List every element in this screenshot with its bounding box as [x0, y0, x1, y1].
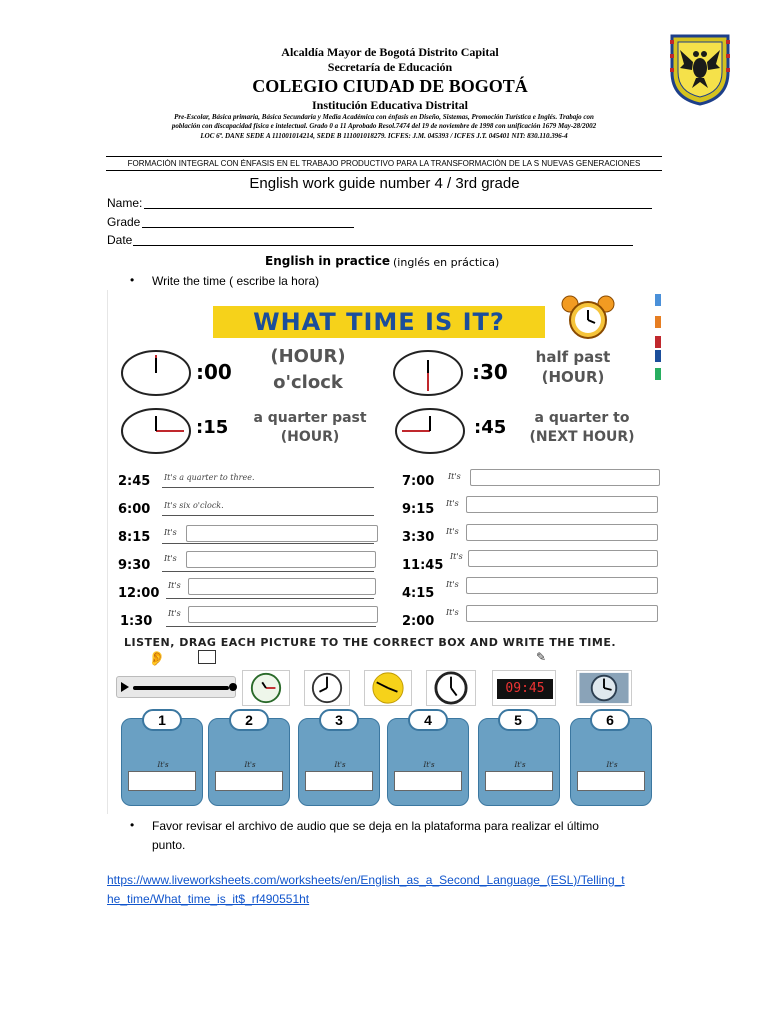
school-crest-logo: [668, 32, 732, 106]
grade-label: Grade: [107, 215, 141, 229]
right-its-4: It's: [450, 552, 463, 561]
side-mark-blue: [655, 294, 661, 306]
worksheet-link-line-1[interactable]: https://www.liveworksheets.com/worksheets/en/English_as_a_Second_Language_(ESL)/Telling_t: [107, 873, 625, 887]
drop-box-number-6: 6: [590, 709, 630, 731]
drop-box-its-5: It's: [514, 761, 526, 769]
drop-box-field-6[interactable]: [577, 771, 645, 791]
drop-box-field-1[interactable]: [128, 771, 196, 791]
drop-box-4[interactable]: [387, 718, 469, 806]
picture-yellow-clock[interactable]: [364, 670, 412, 706]
right-answer-box-3[interactable]: [466, 524, 658, 541]
left-answer-box-6[interactable]: [188, 606, 378, 623]
left-its-6: It's: [168, 609, 181, 618]
left-answer-line-3: [162, 543, 374, 544]
name-field[interactable]: [144, 208, 652, 209]
drop-box-field-3[interactable]: [305, 771, 373, 791]
drag-icon: [198, 650, 216, 664]
digital-clock-display: 09:45: [497, 679, 553, 699]
left-time-4: 9:30: [118, 558, 151, 573]
rule-quarter-past-text2: (HOUR): [280, 429, 340, 445]
left-answer-2: It's six o'clock.: [164, 501, 224, 510]
header-fine-2: población con discapacidad física e intelectual. Grado 0 a 11 Aprobado Resol.7474 del 19 de noviembre de 1998 con unificación 1679 May-28/2002: [171, 122, 597, 130]
audio-note-line-1: Favor revisar el archivo de audio que se deja en la plataforma para realizar el último: [152, 819, 599, 833]
picture-wall-clock[interactable]: [242, 670, 290, 706]
left-answer-box-5[interactable]: [188, 578, 376, 595]
clock-quarter-past-icon: [120, 406, 192, 456]
left-answer-1: It's a quarter to three.: [164, 473, 255, 482]
audio-player[interactable]: [116, 676, 236, 698]
left-answer-line-6: [166, 626, 376, 627]
header-line-2: Secretaría de Educación: [327, 60, 453, 74]
left-time-6: 1:30: [120, 614, 153, 629]
listen-instruction: LISTEN, DRAG EACH PICTURE TO THE CORRECT BOX AND WRITE THE TIME.: [124, 636, 617, 649]
right-time-4: 11:45: [402, 558, 444, 573]
clock-half-past-icon: [392, 348, 464, 398]
ear-icon: 👂: [148, 650, 166, 666]
section-title: English in practice: [265, 254, 391, 268]
picture-tower-clock[interactable]: [576, 670, 632, 706]
side-mark-orange: [655, 316, 661, 328]
clock-oclock-icon: [120, 348, 192, 398]
drop-box-its-3: It's: [334, 761, 346, 769]
header-line-1: Alcaldía Mayor de Bogotá Distrito Capital: [281, 45, 499, 59]
header-motto: FORMACIÓN INTEGRAL CON ÉNFASIS EN EL TRABAJO PRODUCTIVO PARA LA TRANSFORMACIÓN DE LA S NUEVAS GENERACIONES: [127, 159, 641, 168]
drop-box-5[interactable]: [478, 718, 560, 806]
left-its-3: It's: [164, 528, 177, 537]
audio-scrub-handle[interactable]: [229, 683, 237, 691]
left-time-5: 12:00: [118, 586, 160, 601]
right-time-2: 9:15: [402, 502, 435, 517]
drop-box-its-4: It's: [423, 761, 435, 769]
right-its-6: It's: [446, 608, 459, 617]
right-time-1: 7:00: [402, 474, 435, 489]
drop-box-2[interactable]: [208, 718, 290, 806]
left-time-2: 6:00: [118, 502, 151, 517]
rule-oclock-mark: :00: [196, 360, 232, 384]
side-mark-navy: [655, 350, 661, 362]
picture-dark-rim-clock[interactable]: [426, 670, 476, 706]
left-its-4: It's: [164, 554, 177, 563]
bullet-dot: •: [130, 273, 135, 287]
section-subtitle: (inglés en práctica): [393, 256, 500, 269]
right-time-6: 2:00: [402, 614, 435, 629]
drop-box-number-2: 2: [229, 709, 269, 731]
drop-box-number-1: 1: [142, 709, 182, 731]
header-rule-top: [106, 156, 662, 157]
rule-quarter-past-text1: a quarter past: [253, 410, 367, 426]
left-answer-line-5: [166, 598, 374, 599]
left-answer-box-4[interactable]: [186, 551, 376, 568]
left-time-1: 2:45: [118, 474, 151, 489]
right-answer-box-6[interactable]: [466, 605, 658, 622]
right-its-2: It's: [446, 499, 459, 508]
drop-box-3[interactable]: [298, 718, 380, 806]
left-answer-line-4: [162, 571, 374, 572]
audio-note-line-2: punto.: [152, 838, 186, 852]
drop-box-number-4: 4: [408, 709, 448, 731]
right-its-5: It's: [446, 580, 459, 589]
picture-plain-clock[interactable]: [304, 670, 350, 706]
picture-digital-clock[interactable]: [492, 670, 556, 706]
instruction-write-time: Write the time ( escribe la hora): [152, 274, 320, 288]
institution-type: Institución Educativa Distrital: [311, 98, 468, 112]
right-its-3: It's: [446, 527, 459, 536]
grade-field[interactable]: [142, 227, 354, 228]
rule-quarter-past-mark: :15: [196, 417, 229, 438]
title-banner: [213, 306, 545, 338]
drop-box-6[interactable]: [570, 718, 652, 806]
left-time-3: 8:15: [118, 530, 151, 545]
rule-oclock-text2: o'clock: [273, 372, 343, 393]
header-fine-3: LOC 6ª. DANE SEDE A 111001014214, SEDE B 111001018279. ICFES: J.M. 045393 / ICFES J.T. 045401 NIT: 830.110.396-4: [200, 132, 568, 140]
drop-box-number-3: 3: [319, 709, 359, 731]
header-rule-bottom: [106, 170, 662, 171]
side-mark-green: [655, 368, 661, 380]
rule-quarter-to-mark: :45: [474, 417, 507, 438]
rule-oclock-text1: (HOUR): [270, 346, 346, 367]
rule-quarter-to-text2: (NEXT HOUR): [529, 429, 635, 445]
worksheet-image: [107, 290, 660, 814]
left-answer-line-2: [162, 515, 374, 516]
rule-half-text2: (HOUR): [541, 368, 605, 386]
drop-box-its-2: It's: [244, 761, 256, 769]
drop-box-its-6: It's: [606, 761, 618, 769]
play-icon[interactable]: [121, 682, 129, 692]
drop-box-its-1: It's: [157, 761, 169, 769]
bullet-dot-2: •: [130, 818, 135, 832]
right-answer-box-5[interactable]: [466, 577, 658, 594]
drop-box-number-5: 5: [498, 709, 538, 731]
school-name: COLEGIO CIUDAD DE BOGOTÁ: [252, 76, 528, 96]
audio-progress[interactable]: [133, 686, 229, 690]
right-its-1: It's: [448, 472, 461, 481]
date-label: Date: [107, 233, 133, 247]
left-answer-box-3[interactable]: [186, 525, 378, 542]
left-answer-line-1: [162, 487, 374, 488]
left-its-5: It's: [168, 581, 181, 590]
rule-quarter-to-text1: a quarter to: [534, 410, 630, 426]
drop-box-1[interactable]: [121, 718, 203, 806]
banner-title: WHAT TIME IS IT?: [253, 308, 505, 336]
date-field[interactable]: [133, 245, 633, 246]
guide-title: English work guide number 4 / 3rd grade: [249, 175, 520, 192]
right-answer-box-2[interactable]: [466, 496, 658, 513]
write-icon: ✎: [536, 650, 547, 664]
clock-quarter-to-icon: [394, 406, 466, 456]
drop-box-field-2[interactable]: [215, 771, 283, 791]
worksheet-link-line-2[interactable]: he_time/What_time_is_it$_rf490551ht: [107, 892, 310, 906]
right-answer-box-1[interactable]: [470, 469, 660, 486]
right-time-3: 3:30: [402, 530, 435, 545]
name-label: Name:: [107, 196, 143, 210]
rule-half-text1: half past: [535, 348, 611, 366]
drop-box-field-5[interactable]: [485, 771, 553, 791]
rule-half-mark: :30: [472, 360, 508, 384]
alarm-clock-icon: [548, 294, 628, 340]
right-answer-box-4[interactable]: [468, 550, 658, 567]
header-fine-1: Pre-Escolar, Básica primaria, Básica Secundaria y Media Académica con énfasis en Diseño, Sistemas, Promoción Turística e Inglés. Trabajo con: [174, 113, 594, 121]
side-mark-red: [655, 336, 661, 348]
right-time-5: 4:15: [402, 586, 435, 601]
drop-box-field-4[interactable]: [394, 771, 462, 791]
